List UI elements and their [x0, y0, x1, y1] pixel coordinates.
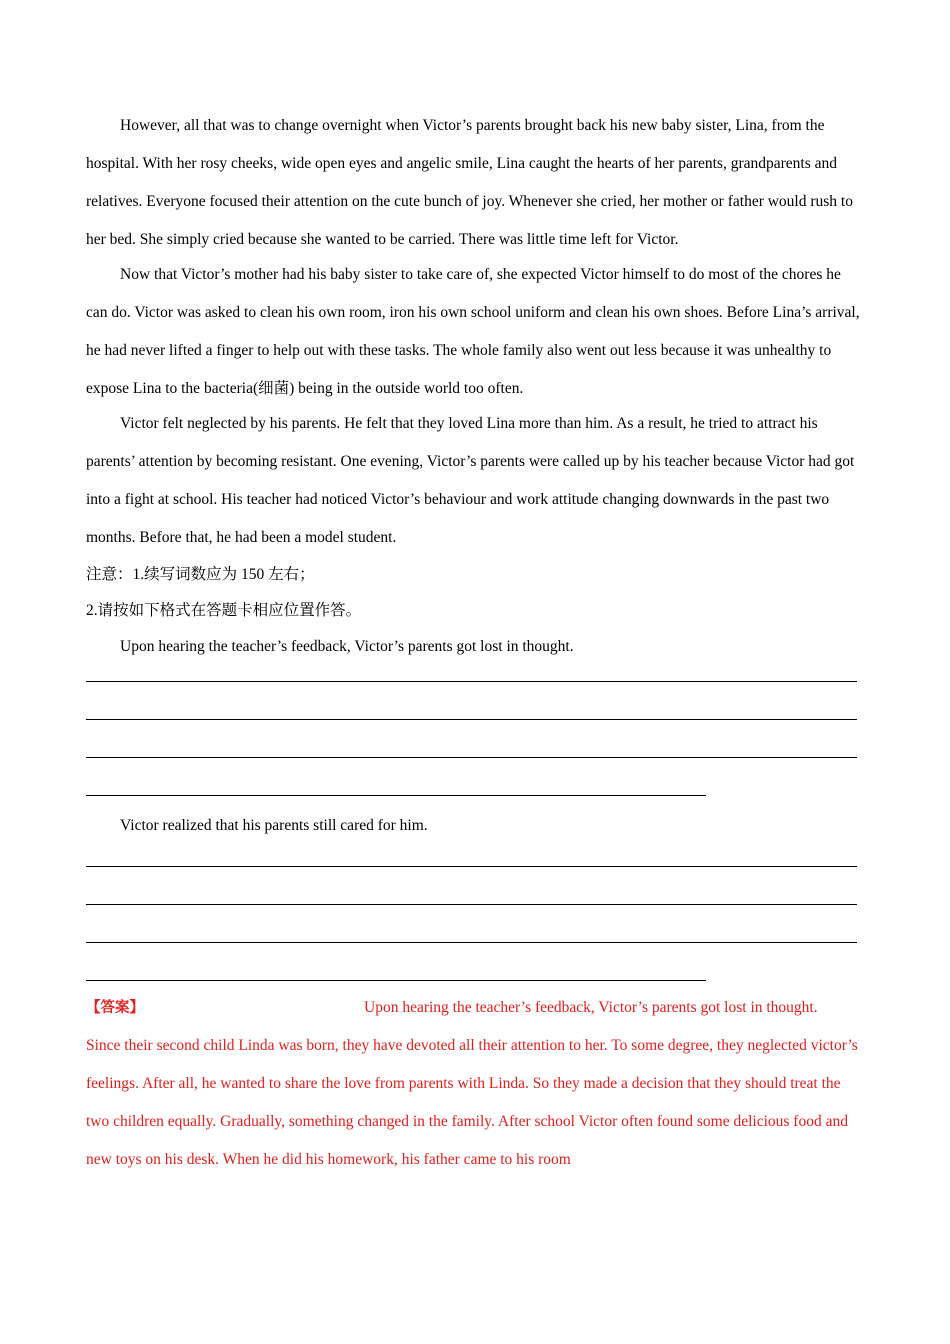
passage-paragraph-1: However, all that was to change overnight when Victor’s parents brought back his new baby sister, Lina, from the hospital. With her rosy cheeks, wide open eyes and angelic smile, Lina caught the hearts of her parents, grandparents and relatives. Everyone focused their attention on the cute bunch of joy. Whenever she cried, her mother or father would rush to her bed. She simply cried because she wanted to be carried. There was little time left for Victor.: [86, 117, 853, 248]
answer-line: [86, 904, 857, 905]
answer-line: [86, 866, 857, 867]
answer-lines-first: [86, 681, 864, 796]
answer-section: [86, 989, 864, 1179]
document-page: [86, 107, 864, 1179]
note-format: 2.请按如下格式在答题卡相应位置作答。: [86, 602, 362, 619]
answer-lines-second: [86, 866, 864, 981]
answer-first-line: Upon hearing the teacher’s feedback, Victor’s parents got lost in thought.: [364, 999, 818, 1016]
passage-paragraph-2: Now that Victor’s mother had his baby sister to take care of, she expected Victor himself to do most of the chores he can do. Victor was asked to clean his own room, iron his own school uniform and clean his own shoes. Before Lina’s arrival, he had never lifted a finger to help out with these tasks. The whole family also went out less because it was unhealthy to expose Lina to the bacteria(细菌) being in the outside world too often.: [86, 266, 860, 397]
answer-body: Since their second child Linda was born, they have devoted all their attention to her. To some degree, they neglected victor’s feelings. After all, he wanted to share the love from parents with Linda. So they made a decision that they should treat the two children equally. Gradually, something changed in the family. After school Victor often found some delicious food and new toys on his desk. When he did his homework, his father came to his room: [86, 1037, 858, 1168]
answer-line: [86, 757, 857, 758]
answer-line: [86, 719, 857, 720]
answer-line: [86, 942, 857, 943]
prompt-second: Victor realized that his parents still cared for him.: [120, 817, 428, 834]
note-word-count: 注意：1.续写词数应为 150 左右；: [86, 566, 315, 583]
answer-tag: 【答案】: [86, 1000, 144, 1016]
answer-line: [86, 681, 857, 682]
answer-line: [86, 795, 706, 796]
prompt-first: Upon hearing the teacher’s feedback, Victor’s parents got lost in thought.: [120, 638, 574, 655]
passage-paragraph-3: Victor felt neglected by his parents. He felt that they loved Lina more than him. As a result, he tried to attract his parents’ attention by becoming resistant. One evening, Victor’s parents were called up by his teacher because Victor had got into a fight at school. His teacher had noticed Victor’s behaviour and work attitude changing downwards in the past two months. Before that, he had been a model student.: [86, 415, 855, 546]
answer-line: [86, 980, 706, 981]
